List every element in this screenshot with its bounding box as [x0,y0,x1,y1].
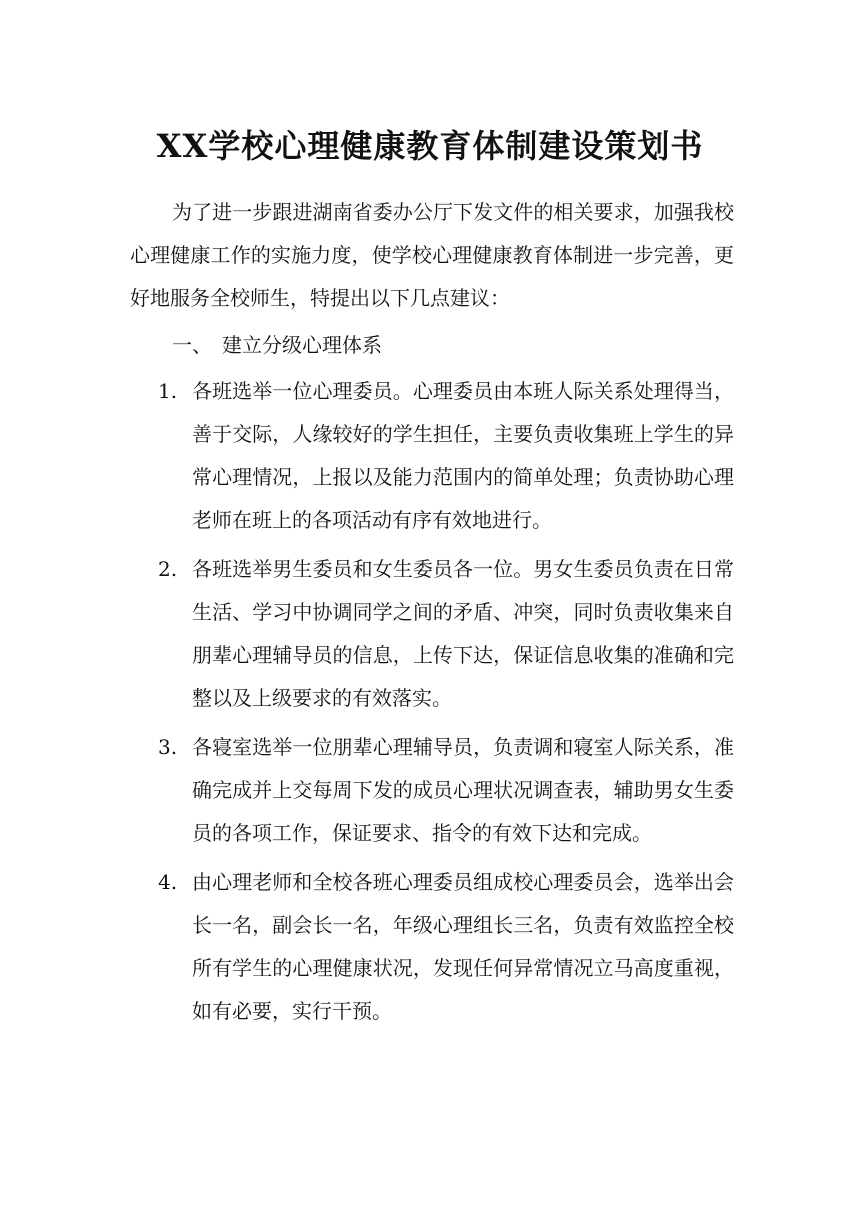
section-title: 建立分级心理体系 [222,333,382,357]
list-item-number: 4. [158,870,178,894]
list-item-number: 1. [158,379,178,403]
list-item [0,861,860,1033]
section-heading-1 [172,328,382,362]
list-item-text: 由心理老师和全校各班心理委员组成校心理委员会，选举出会长一名，副会长一名，年级心理组长三名，负责有效监控全校所有学生的心理健康状况，发现任何异常情况立马高度重视，如有必要，实行干预。 [192,870,734,1023]
list-item [0,548,860,720]
list-item-text: 各班选举男生委员和女生委员各一位。男女生委员负责在日常生活、学习中协调同学之间的矛盾、冲突，同时负责收集来自朋辈心理辅导员的信息，上传下达，保证信息收集的准确和完整以及上级要求的有效落实。 [192,557,734,710]
list-item-number: 2. [158,557,178,581]
intro-paragraph: 为了进一步跟进湖南省委办公厅下发文件的相关要求，加强我校心理健康工作的实施力度，使学校心理健康教育体制进一步完善，更好地服务全校师生，特提出以下几点建议： [130,200,734,310]
numbered-list [0,370,860,1039]
list-item-text: 各寝室选举一位朋辈心理辅导员，负责调和寝室人际关系，准确完成并上交每周下发的成员心理状况调查表，辅助男女生委员的各项工作，保证要求、指令的有效下达和完成。 [192,735,734,845]
list-item-number: 3. [158,735,178,759]
list-item [0,726,860,855]
section-number: 一、 [172,333,212,357]
document-title: XX学校心理健康教育体制建设策划书 [156,127,704,165]
list-item [0,370,860,542]
list-item-text: 各班选举一位心理委员。心理委员由本班人际关系处理得当，善于交际，人缘较好的学生担任，主要负责收集班上学生的异常心理情况，上报以及能力范围内的简单处理；负责协助心理老师在班上的各项活动有序有效地进行。 [192,379,734,532]
